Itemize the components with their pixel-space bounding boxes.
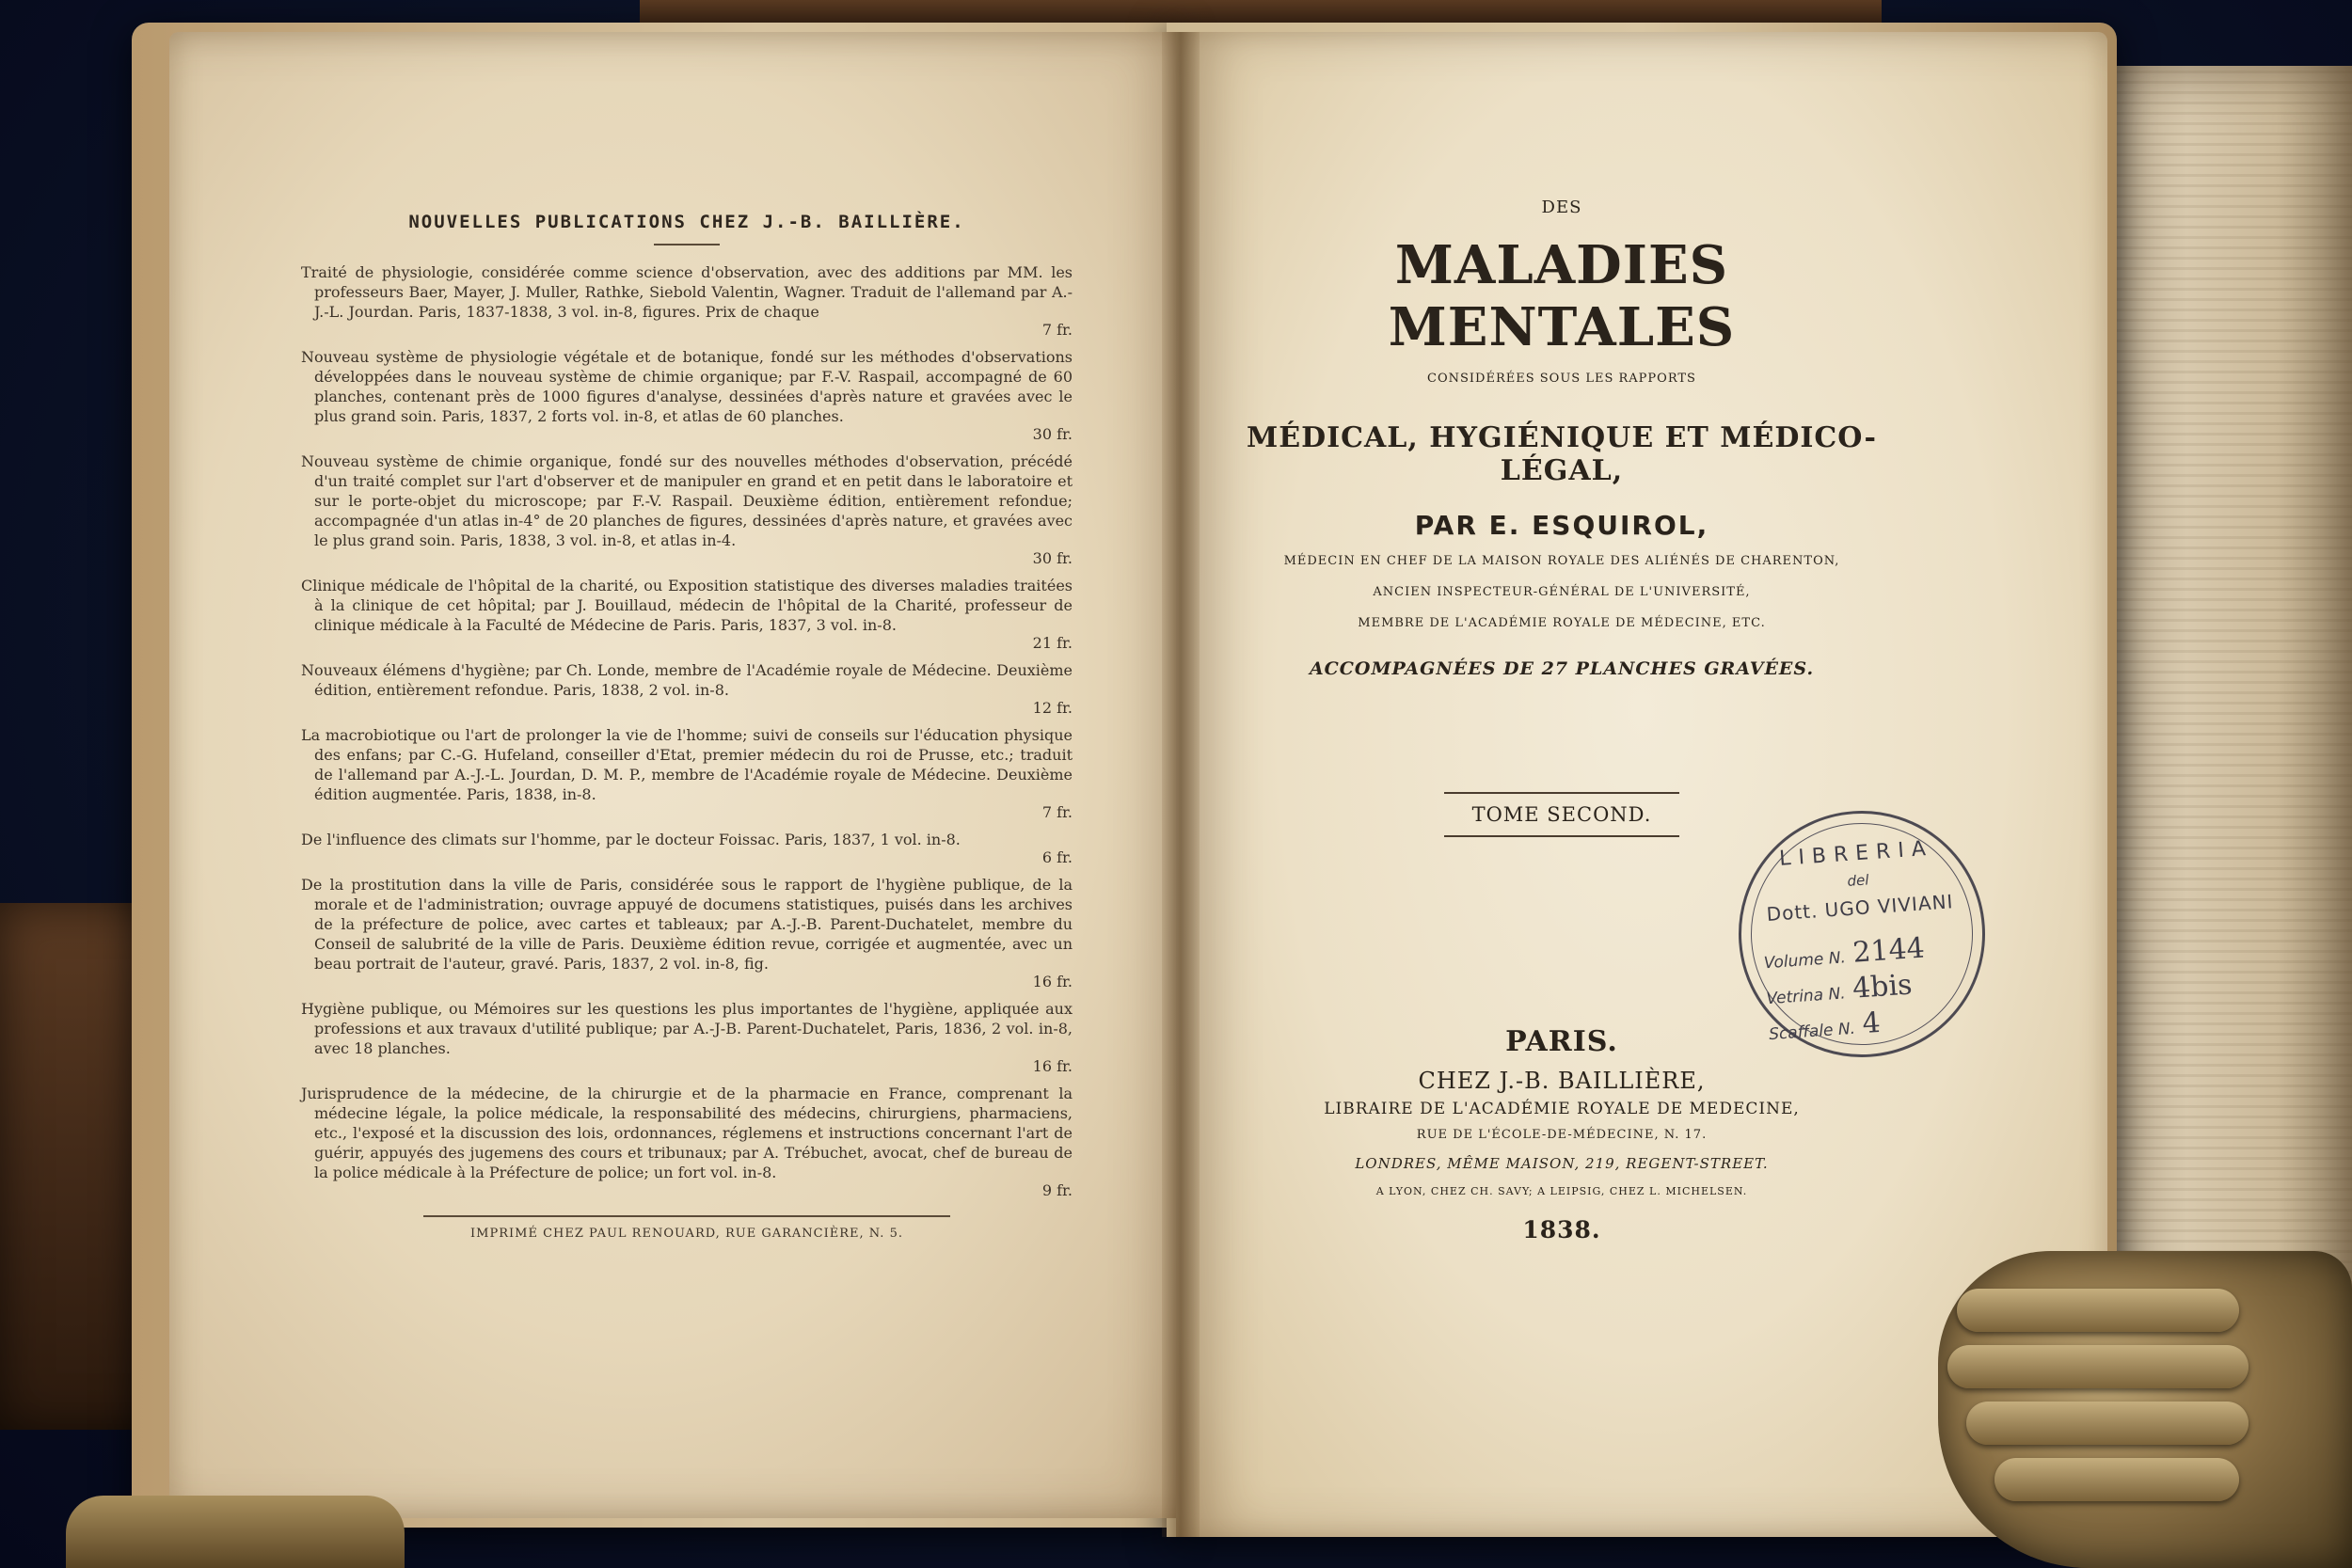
brass-hand-left <box>66 1496 405 1568</box>
publication-price: 30 fr. <box>1032 425 1073 443</box>
brass-finger <box>1966 1402 2249 1445</box>
brass-finger <box>1994 1458 2239 1501</box>
stamp-vetrina-value: 4bis <box>1851 968 1914 1006</box>
imprint-city: PARIS. <box>1505 1025 1618 1058</box>
subtitle-considerees: CONSIDÉRÉES SOUS LES RAPPORTS <box>1427 372 1696 386</box>
publication-entry <box>301 451 1073 568</box>
author-credential: ANCIEN INSPECTEUR-GÉNÉRAL DE L'UNIVERSITÉ, <box>1373 585 1751 599</box>
publication-entry <box>301 262 1073 340</box>
stamp-owner: Dott. UGO VIVIANI <box>1765 890 1955 926</box>
main-title: MALADIES MENTALES <box>1388 234 1736 358</box>
plates-note: ACCOMPAGNÉES DE 27 PLANCHES GRAVÉES. <box>1309 658 1815 679</box>
author-credential: MEMBRE DE L'ACADÉMIE ROYALE DE MÉDECINE, ETC. <box>1358 616 1766 630</box>
publication-price: 21 fr. <box>1032 634 1073 652</box>
publication-entry <box>301 830 1073 867</box>
london-address: LONDRES, MÊME MAISON, 219, REGENT-STREET. <box>1355 1155 1769 1172</box>
brass-finger <box>1957 1289 2239 1332</box>
tome-label: TOME SECOND. <box>1471 803 1652 826</box>
publication-text: De l'influence des climats sur l'homme, par le docteur Foissac. Paris, 1837, 1 vol. in-8. <box>301 831 961 848</box>
stamp-del: del <box>1846 871 1870 890</box>
imprint-rule <box>423 1215 950 1217</box>
stamp-volume-value: 2144 <box>1851 931 1926 970</box>
publication-text: De la prostitution dans la ville de Paris, considérée sous le rapport de l'hygiène publique, de la morale et de l'administration; ouvrage appuyé de documens statistiques, puisés dans les archives de la préfecture de police, avec cartes et tableaux; par A.-J.-B. Parent-Duchatelet, membre du Conseil de salubrité de la ville de Paris. Deuxième édition revue, corrigée et augmentée, avec un beau portrait de l'auteur, gravé. Paris, 1837, 2 vol. in-8, fig. <box>301 876 1073 973</box>
tome-rule-bottom <box>1444 835 1679 837</box>
subtitle-rapports: MÉDICAL, HYGIÉNIQUE ET MÉDICO-LÉGAL, <box>1247 421 1877 487</box>
publication-entry <box>301 725 1073 822</box>
publications-heading: NOUVELLES PUBLICATIONS CHEZ J.-B. BAILLIÈRE. <box>408 212 965 232</box>
other-agents: A LYON, CHEZ CH. SAVY; A LEIPSIG, CHEZ L. MICHELSEN. <box>1375 1185 1748 1197</box>
publication-text: Nouveaux élémens d'hygiène; par Ch. Londe, membre de l'Académie royale de Médecine. Deuxième édition, entièrement refondue. Paris, 1838, 2 vol. in-8. <box>301 661 1073 699</box>
publication-price: 16 fr. <box>1032 973 1073 990</box>
stamp-vetrina-label: Vetrina N. <box>1765 984 1847 1009</box>
publication-entry <box>301 999 1073 1076</box>
stamp-volume-label: Volume N. <box>1763 948 1847 974</box>
author: PAR E. ESQUIROL, <box>1414 510 1709 541</box>
publication-year: 1838. <box>1522 1216 1601 1243</box>
imprint: IMPRIMÉ CHEZ PAUL RENOUARD, RUE GARANCIÈRE, N. 5. <box>470 1227 903 1241</box>
publication-entry <box>301 1084 1073 1200</box>
publication-text: Nouveau système de chimie organique, fondé sur des nouvelles méthodes d'observation, précédé d'un traité complet sur l'art d'observer et de manipuler en grand et en petit dans le laboratoire et sur le porte-objet du microscope; par F.-V. Raspail. Deuxième édition, entièrement refondue; accompagnée d'un atlas in-4° de 20 planches de figures, dessinées d'après nature, et gravées avec le plus grand soin. Paris, 1838, 3 vol. in-8, et atlas in-4. <box>301 452 1073 549</box>
publication-price: 30 fr. <box>1032 549 1073 567</box>
publication-text: Clinique médicale de l'hôpital de la charité, ou Exposition statistique des diverses maladies traitées à la clinique de cet hôpital; par J. Bouillaud, médecin de l'hôpital de la Charité, professeur de clinique médicale à la Faculté de Médecine de Paris. Paris, 1837, 3 vol. in-8. <box>301 577 1073 634</box>
publisher: CHEZ J.-B. BAILLIÈRE, <box>1418 1068 1706 1094</box>
publication-text: Jurisprudence de la médecine, de la chirurgie et de la pharmacie en France, comprenant la médecine légale, la police médicale, la responsabilité des médecins, chirurgiens, pharmaciens, etc., l'exposé et la discussion des lois, ordonnances, réglemens et instructions concernant l'art de guérir, appuyés des jugemens des cours et tribunaux; par A. Trébuchet, avocat, chef de bureau de la police médicale à la Préfecture de police; un fort vol. in-8. <box>301 1085 1073 1181</box>
heading-rule <box>654 244 720 245</box>
stamp-libreria: LIBRERIA <box>1778 836 1934 871</box>
book-gutter <box>1162 32 1200 1537</box>
publication-entry <box>301 875 1073 991</box>
publication-price: 6 fr. <box>1041 848 1073 866</box>
title-page-text <box>1214 198 1910 1243</box>
left-page-text <box>301 212 1073 1241</box>
brass-finger <box>1947 1345 2249 1388</box>
publication-entry <box>301 660 1073 718</box>
publisher-title: LIBRAIRE DE L'ACADÉMIE ROYALE DE MEDECINE, <box>1324 1100 1800 1118</box>
stamp-vetrina <box>1765 968 1914 1011</box>
publication-entry <box>301 576 1073 653</box>
publisher-address: RUE DE L'ÉCOLE-DE-MÉDECINE, N. 17. <box>1416 1128 1708 1142</box>
publication-entry <box>301 347 1073 444</box>
publication-text: Nouveau système de physiologie végétale et de botanique, fondé sur les méthodes d'observations développées dans le nouveau système de chimie organique; par F.-V. Raspail, accompagné de 60 planches, contenant près de 1000 figures d'analyse, dessinées d'après nature et gravées avec le plus grand soin. Paris, 1837, 2 forts vol. in-8, et atlas de 60 planches. <box>301 348 1073 425</box>
publication-text: Hygiène publique, ou Mémoires sur les questions les plus importantes de l'hygiène, appliquée aux professions et aux travaux d'utilité publique; par A.-J-B. Parent-Duchatelet, Paris, 1836, 2 vol. in-8, avec 18 planches. <box>301 1000 1073 1057</box>
publication-price: 7 fr. <box>1041 321 1073 339</box>
title-des: DES <box>1541 198 1582 217</box>
publication-text: Traité de physiologie, considérée comme science d'observation, avec des additions par MM. les professeurs Baer, Mayer, J. Muller, Rathke, Siebold Valentin, Wagner. Traduit de l'allemand par A.-J.-L. Jourdan. Paris, 1837-1838, 3 vol. in-8, figures. Prix de chaque <box>301 263 1073 321</box>
tome-block <box>1444 792 1679 837</box>
publication-price: 9 fr. <box>1041 1181 1073 1199</box>
stamp-scaffale-label: Scaffale N. <box>1768 1019 1856 1045</box>
stamp-scaffale-value: 4 <box>1861 1006 1882 1041</box>
publication-price: 16 fr. <box>1032 1057 1073 1075</box>
publication-price: 7 fr. <box>1041 803 1073 821</box>
publication-text: La macrobiotique ou l'art de prolonger la vie de l'homme; suivi de conseils sur l'éducation physique des enfans; par C.-G. Hufeland, conseiller d'Etat, premier médecin du roi de Prusse, etc.; traduit de l'allemand par A.-J.-L. Jourdan, D. M. P., membre de l'Académie royale de Médecine. Deuxième édition augmentée. Paris, 1838, in-8. <box>301 726 1073 803</box>
author-credential: MÉDECIN EN CHEF DE LA MAISON ROYALE DES ALIÉNÉS DE CHARENTON, <box>1283 554 1840 568</box>
publication-list <box>301 262 1073 1200</box>
stamp-scaffale <box>1768 1006 1882 1047</box>
publication-price: 12 fr. <box>1032 699 1073 717</box>
brass-hand-right <box>1938 1251 2352 1568</box>
